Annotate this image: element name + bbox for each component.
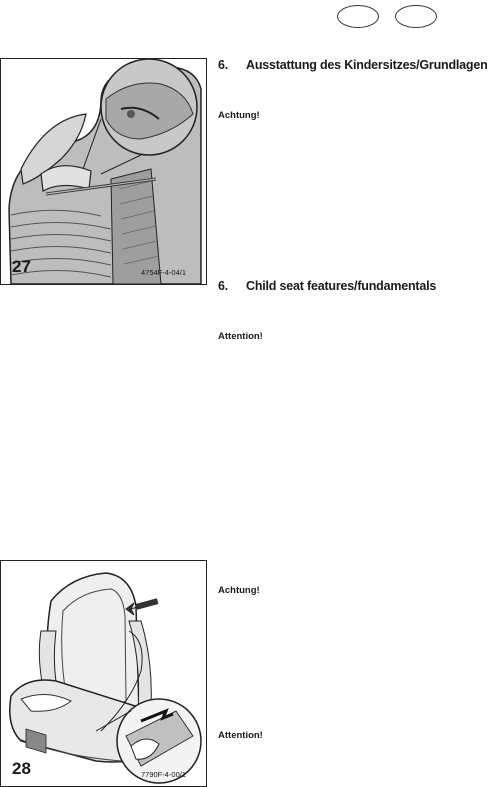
section-number: 6. [218, 58, 229, 72]
figure-28-code: 7790F-4-00/1 [141, 770, 187, 779]
language-indicator-2 [395, 5, 437, 28]
section-title: Ausstattung des Kindersitzes/Grundlagen [246, 58, 488, 72]
section-heading-german [218, 58, 488, 72]
figure-28-number: 28 [12, 759, 31, 778]
figure-27-number: 27 [12, 257, 31, 276]
figure-27 [0, 58, 207, 285]
figure-28 [0, 560, 207, 787]
note-achtung: Achtung! [218, 110, 260, 121]
section-number: 6. [218, 279, 229, 293]
note-achtung-fig28: Achtung! [218, 585, 260, 596]
section-heading-english [218, 279, 436, 293]
language-indicator-1 [337, 5, 379, 28]
figure-27-illustration [1, 59, 206, 284]
note-attention-fig28: Attention! [218, 730, 263, 741]
figure-27-code: 4754F-4-04/1 [141, 268, 187, 277]
section-title: Child seat features/fundamentals [246, 279, 437, 293]
note-attention: Attention! [218, 331, 263, 342]
figure-28-illustration [1, 561, 206, 786]
